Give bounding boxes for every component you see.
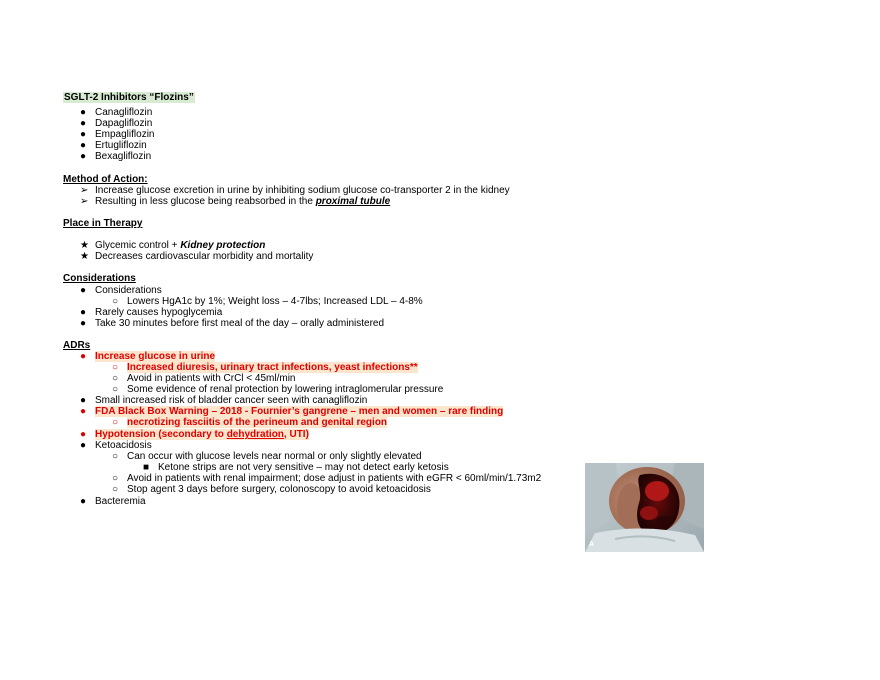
- moa-text: Increase glucose excretion in urine by inhibiting sodium glucose co-transporter 2 in the kidney: [95, 185, 510, 196]
- adr-text: Small increased risk of bladder cancer seen with canagliflozin: [95, 395, 368, 406]
- moa-text-prefix: Resulting in less glucose being reabsorbed in the: [95, 196, 316, 207]
- bullet-icon: ●: [80, 118, 87, 129]
- adr-emphasis: dehydration: [226, 429, 284, 440]
- circle-icon: ○: [112, 451, 119, 462]
- considerations-text: Take 30 minutes before first meal of the day – orally administered: [95, 318, 385, 329]
- adr-text: Increased diuresis, urinary tract infections, yeast infections**: [127, 362, 418, 373]
- adr-text: [95, 429, 309, 440]
- therapy-emphasis: Kidney protection: [180, 240, 266, 251]
- figure-label: A: [589, 541, 595, 548]
- considerations-text: Rarely causes hypoglycemia: [95, 307, 223, 318]
- adrs-heading: ADRs: [63, 340, 91, 351]
- bullet-icon: ●: [80, 496, 87, 507]
- bullet-icon: ●: [80, 351, 87, 362]
- drug-name: Dapagliflozin: [95, 118, 153, 129]
- circle-icon: ○: [112, 384, 119, 395]
- circle-icon: ○: [112, 417, 119, 428]
- bullet-icon: ●: [80, 406, 87, 417]
- clinical-photo-illustration: [585, 463, 704, 552]
- adr-text: Increase glucose in urine: [95, 351, 216, 362]
- circle-icon: ○: [112, 484, 119, 495]
- adr-text: Bacteremia: [95, 496, 146, 507]
- considerations-text: Lowers HgA1c by 1%; Weight loss – 4-7lbs; Increased LDL – 4-8%: [127, 296, 423, 307]
- drug-name: Ertugliflozin: [95, 140, 147, 151]
- moa-text: [95, 196, 390, 207]
- bullet-icon: ●: [80, 107, 87, 118]
- therapy-heading: Place in Therapy: [63, 218, 143, 229]
- therapy-text-prefix: Glycemic control +: [95, 240, 181, 251]
- bullet-icon: ●: [80, 285, 87, 296]
- circle-icon: ○: [112, 373, 119, 384]
- circle-icon: ○: [112, 473, 119, 484]
- adr-text: FDA Black Box Warning – 2018 - Fournier’s gangrene – men and women – rare finding: [95, 406, 504, 417]
- adr-text: necrotizing fasciitis of the perineum and genital region: [127, 417, 388, 428]
- considerations-text: Considerations: [95, 285, 162, 296]
- bullet-icon: ●: [80, 318, 87, 329]
- circle-icon: ○: [112, 296, 119, 307]
- bullet-icon: ●: [80, 440, 87, 451]
- adr-text-prefix: Hypotension (secondary to: [95, 429, 227, 440]
- drug-name: Bexagliflozin: [95, 151, 152, 162]
- adr-text: Ketone strips are not very sensitive – may not detect early ketosis: [158, 462, 449, 473]
- considerations-heading: Considerations: [63, 273, 136, 284]
- drug-name: Canagliflozin: [95, 107, 153, 118]
- title-text: SGLT-2 Inhibitors “Flozins”: [64, 92, 194, 103]
- adr-text-suffix: , UTI): [283, 429, 309, 440]
- star-icon: ★: [80, 251, 89, 262]
- bullet-icon: ●: [80, 307, 87, 318]
- section-title: [63, 92, 195, 103]
- moa-heading: Method of Action:: [63, 174, 148, 185]
- star-icon: ★: [80, 240, 89, 251]
- arrow-icon: ➢: [80, 185, 89, 196]
- square-bullet-icon: ■: [143, 462, 150, 473]
- bullet-icon: ●: [80, 129, 87, 140]
- arrow-icon: ➢: [80, 196, 89, 207]
- bullet-icon: ●: [80, 140, 87, 151]
- circle-icon: ○: [112, 362, 119, 373]
- adr-text: Can occur with glucose levels near normal or only slightly elevated: [127, 451, 422, 462]
- therapy-text: Decreases cardiovascular morbidity and mortality: [95, 251, 314, 262]
- adr-text: Some evidence of renal protection by lowering intraglomerular pressure: [127, 384, 444, 395]
- adr-text: Stop agent 3 days before surgery, colonoscopy to avoid ketoacidosis: [127, 484, 431, 495]
- therapy-text: [95, 240, 265, 251]
- bullet-icon: ●: [80, 429, 87, 440]
- bullet-icon: ●: [80, 395, 87, 406]
- drug-name: Empagliflozin: [95, 129, 155, 140]
- adr-text: Avoid in patients with renal impairment; dose adjust in patients with eGFR < 60ml/min/1.73m2: [127, 473, 542, 484]
- moa-emphasis: proximal tubule: [315, 196, 391, 207]
- adr-text: Ketoacidosis: [95, 440, 152, 451]
- bullet-icon: ●: [80, 151, 87, 162]
- clinical-photo: [585, 463, 704, 552]
- adr-text: Avoid in patients with CrCl < 45ml/min: [127, 373, 296, 384]
